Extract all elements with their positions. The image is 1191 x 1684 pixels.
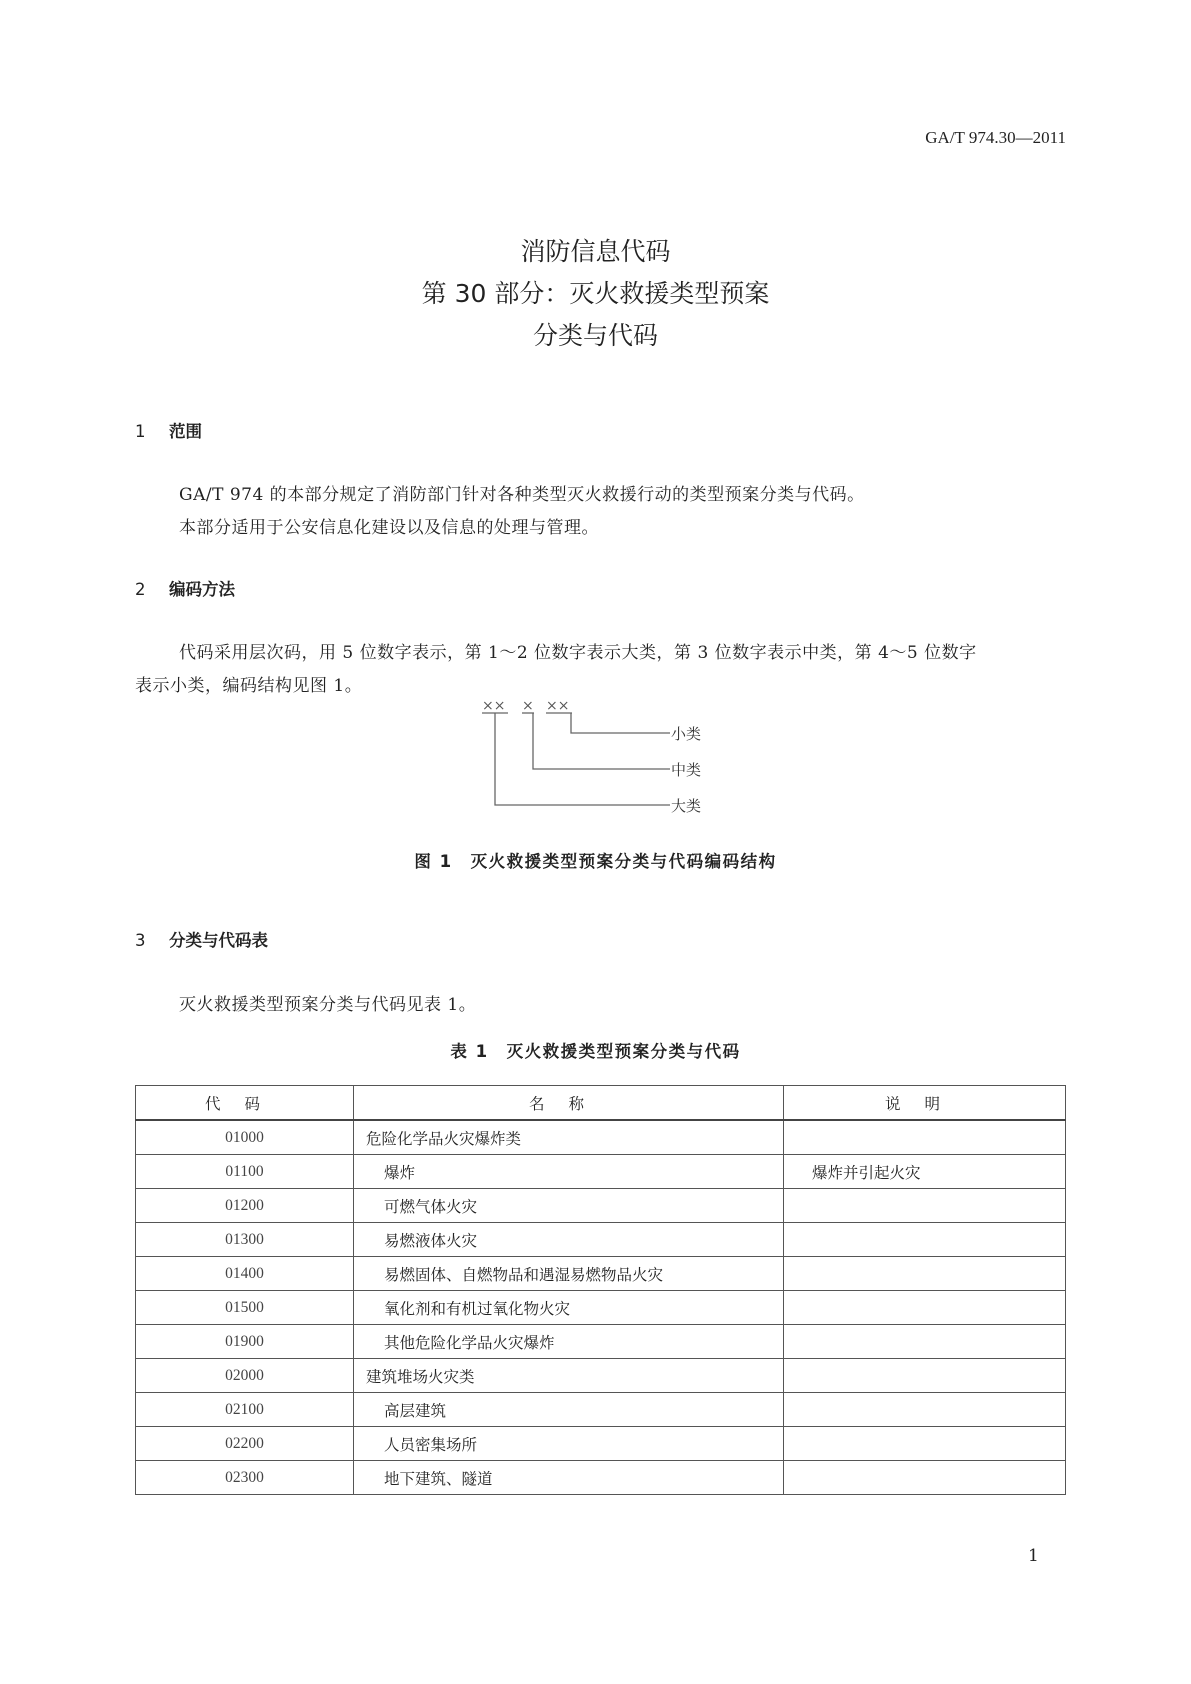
cell-code: 01400 bbox=[136, 1257, 354, 1291]
cell-name: 地下建筑、隧道 bbox=[354, 1461, 784, 1495]
cell-code: 02200 bbox=[136, 1427, 354, 1461]
table-row bbox=[136, 1223, 1066, 1257]
table-row bbox=[136, 1325, 1066, 1359]
table-row bbox=[136, 1359, 1066, 1393]
section-1-heading bbox=[135, 418, 202, 442]
section-number: 2 bbox=[135, 580, 146, 599]
figure-caption: 图 1 灭火救援类型预案分类与代码编码结构 bbox=[414, 852, 777, 871]
cell-name: 氧化剂和有机过氧化物火灾 bbox=[354, 1291, 784, 1325]
paragraph: 灭火救援类型预案分类与代码见表 1。 bbox=[179, 995, 477, 1015]
cell-note bbox=[784, 1461, 1066, 1495]
section-title: 分类与代码表 bbox=[169, 931, 268, 950]
small-class-label: 小类 bbox=[671, 725, 702, 743]
table-row bbox=[136, 1461, 1066, 1495]
cell-note bbox=[784, 1120, 1066, 1155]
paragraph: GA/T 974 的本部分规定了消防部门针对各种类型灭火救援行动的类型预案分类与代码。 bbox=[179, 485, 865, 505]
cell-name: 高层建筑 bbox=[354, 1393, 784, 1427]
cell-note bbox=[784, 1359, 1066, 1393]
cell-note bbox=[784, 1189, 1066, 1223]
section-3-heading bbox=[135, 927, 268, 951]
big-class-line bbox=[495, 713, 670, 805]
page-number: 1 bbox=[1028, 1546, 1039, 1566]
section-title: 编码方法 bbox=[169, 580, 235, 599]
cell-note bbox=[784, 1325, 1066, 1359]
table-row bbox=[136, 1155, 1066, 1189]
cell-name: 爆炸 bbox=[354, 1155, 784, 1189]
header-note: 说明 bbox=[784, 1086, 1066, 1121]
code-structure-diagram bbox=[470, 695, 730, 825]
table-caption: 表 1 灭火救援类型预案分类与代码 bbox=[450, 1042, 741, 1061]
digit-mark: × bbox=[522, 698, 534, 714]
cell-name: 危险化学品火灾爆炸类 bbox=[354, 1120, 784, 1155]
title-line-2: 第 30 部分：灭火救援类型预案 bbox=[421, 279, 770, 308]
document-code: GA/T 974.30—2011 bbox=[925, 128, 1066, 147]
cell-note bbox=[784, 1291, 1066, 1325]
small-class-line bbox=[571, 713, 670, 733]
cell-name: 易燃液体火灾 bbox=[354, 1223, 784, 1257]
cell-code: 01300 bbox=[136, 1223, 354, 1257]
cell-code: 01100 bbox=[136, 1155, 354, 1189]
digit-mark: ×× bbox=[482, 698, 506, 714]
paragraph: 代码采用层次码，用 5 位数字表示，第 1～2 位数字表示大类，第 3 位数字表示中类，第 4～5 位数字 bbox=[179, 643, 977, 663]
cell-code: 02300 bbox=[136, 1461, 354, 1495]
table-row bbox=[136, 1291, 1066, 1325]
title-line-1: 消防信息代码 bbox=[520, 237, 671, 266]
paragraph: 表示小类，编码结构见图 1。 bbox=[135, 676, 363, 696]
cell-name: 建筑堆场火灾类 bbox=[354, 1359, 784, 1393]
big-class-label: 大类 bbox=[671, 797, 702, 815]
cell-note bbox=[784, 1223, 1066, 1257]
section-number: 1 bbox=[135, 422, 146, 441]
section-title: 范围 bbox=[169, 422, 202, 441]
table-row bbox=[136, 1189, 1066, 1223]
mid-class-label: 中类 bbox=[671, 761, 702, 779]
cell-name: 其他危险化学品火灾爆炸 bbox=[354, 1325, 784, 1359]
cell-note bbox=[784, 1257, 1066, 1291]
header-code: 代码 bbox=[136, 1086, 354, 1121]
cell-name: 可燃气体火灾 bbox=[354, 1189, 784, 1223]
cell-note bbox=[784, 1427, 1066, 1461]
table-row bbox=[136, 1120, 1066, 1155]
cell-code: 01200 bbox=[136, 1189, 354, 1223]
table-header-row bbox=[136, 1086, 1066, 1121]
cell-code: 02100 bbox=[136, 1393, 354, 1427]
cell-note: 爆炸并引起火灾 bbox=[784, 1155, 1066, 1189]
code-table bbox=[135, 1085, 1066, 1495]
header-name: 名称 bbox=[354, 1086, 784, 1121]
cell-note bbox=[784, 1393, 1066, 1427]
table-row bbox=[136, 1393, 1066, 1427]
cell-name: 人员密集场所 bbox=[354, 1427, 784, 1461]
mid-class-line bbox=[533, 713, 670, 769]
title-line-3: 分类与代码 bbox=[532, 321, 658, 350]
table-row bbox=[136, 1427, 1066, 1461]
cell-code: 02000 bbox=[136, 1359, 354, 1393]
cell-code: 01900 bbox=[136, 1325, 354, 1359]
table-row bbox=[136, 1257, 1066, 1291]
digit-mark: ×× bbox=[546, 698, 570, 714]
cell-code: 01500 bbox=[136, 1291, 354, 1325]
section-number: 3 bbox=[135, 931, 146, 950]
section-2-heading bbox=[135, 576, 235, 600]
cell-name: 易燃固体、自燃物品和遇湿易燃物品火灾 bbox=[354, 1257, 784, 1291]
paragraph: 本部分适用于公安信息化建设以及信息的处理与管理。 bbox=[179, 518, 599, 538]
cell-code: 01000 bbox=[136, 1120, 354, 1155]
